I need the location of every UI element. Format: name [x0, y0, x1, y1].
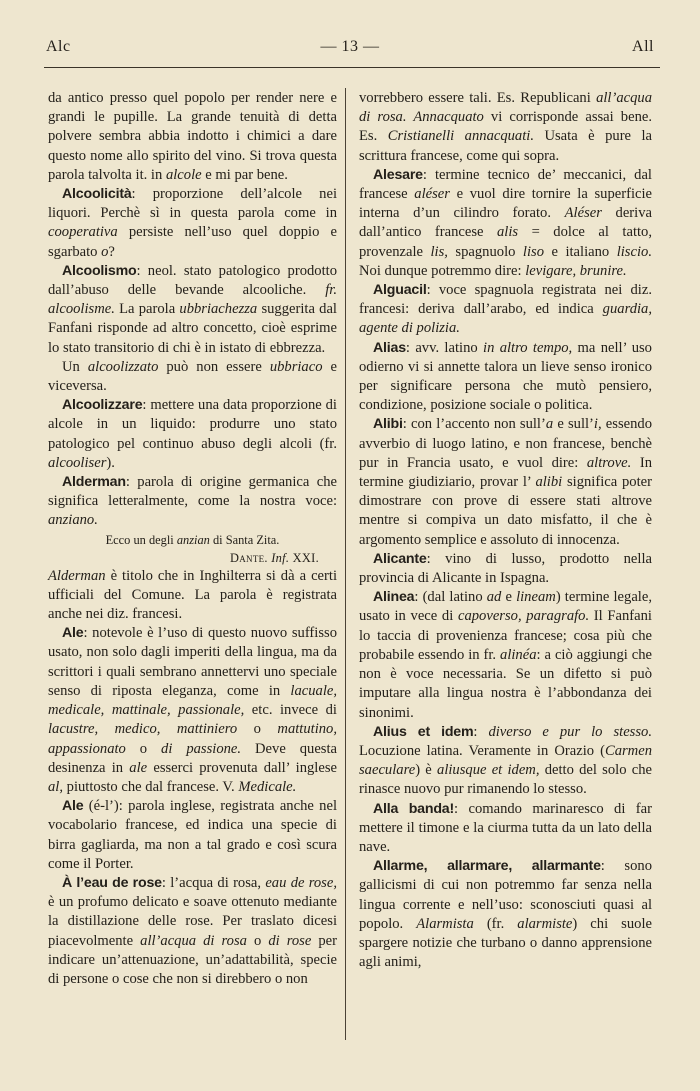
entry-alibi: Alibi: con l’accento non sull’a e sull’i, essendo avverbio di luogo latino, e non francese, benchè pur in Francia usato, e vuol dire: altrove. In termine giudiziario, provar l’ alibi significa poter dimostrare con prove di essere stati altrove mentre si compiva un dato misfatto, il che è argomento semplice e assoluto di innocenza. [359, 416, 652, 548]
entry-eau-de-rose: À l’eau de rose: l’acqua di rosa, eau de rose, è un profumo delicato e soave ottenuto mediante la distillazione delle rose. Per traslato dicesi piacevolmente all’acqua di rosa o di rose per indicare un’attenuazione, un’adattabilità, specie di persone o cose che non si direbbero o non [48, 874, 337, 987]
headword: Alicante [373, 550, 427, 567]
headword: Alla banda! [373, 800, 455, 817]
headword: Ale [62, 798, 84, 815]
entry-allarme: Allarme, allarmare, allarmante: sono gallicismi di cui non potremmo far senza nella lingua corrente e nell’uso: sconosciuti quasi al popolo. Alarmista (fr. alarmiste) chi suole spargere notizie che turbano o danno apprensione agli animi, [359, 858, 652, 971]
headword: Allarme, allarmare, allarmante [373, 858, 601, 875]
left-column [48, 89, 337, 989]
entry-alguacil: Alguacil: voce spagnuola registrata nei diz. francesi: deriva dall’arabo, ed indica guardia, agente di polizia. [359, 282, 652, 337]
entry-alcoolizzare: Alcoolizzare: mettere una data proporzione di alcole in un liquido: produrre uno stato patologico pel continuo abuso degli alcoli (fr. alcooliser). [48, 397, 337, 471]
page-header [46, 38, 654, 62]
header-rule [44, 67, 660, 68]
entry-ale-beer: Ale (é-l’): parola inglese, registrata anche nel vocabolario francese, ed indica una specie di birra gagliarda, ma non a tal grado e così scura come il Porter. [48, 798, 337, 872]
entry-ale: Ale: notevole è l’uso di questo nuovo suffisso usato, non solo dagli imperiti della lingua, ma da scrittori i quali sembrano annettervi uno speciale senso di riposta eleganza, come in lacuale, medicale, mattinale, passionale, etc. invece di lacustre, medico, mattiniero o mattutino, appassionato o di passione. Deve questa desinenza in ale esserci provenuta dall’ inglese al, piuttosto che dal francese. V. Medicale. [48, 625, 338, 795]
entry-continuation: da antico presso quel popolo per render nere e grandi le pupille. La grande tenuità di detta polvere sembra abbia indotto i chimici a dare questo nome allo spirito del vino. Si trova questa parola talvolta it. in alcole e mi par bene. [48, 90, 337, 183]
entry-alesare: Alesare: termine tecnico de’ meccanici, dal francese aléser e vuol dire tornire la superficie interna d’un cilindro forato. Aléser deriva dall’antico francese alis = dolce al tatto, provenzale lis, spagnuolo liso e italiano liscio. Noi dunque potremmo dire: levigare, brunire. [359, 166, 653, 279]
header-last-word: All [632, 38, 654, 55]
headword: Alcoolicità [62, 186, 132, 203]
entry-alcoolismo-note: Un alcoolizzato può non essere ubbriaco e viceversa. [48, 358, 337, 395]
headword: Alesare [373, 166, 423, 183]
entry-alias: Alias: avv. latino in altro tempo, ma nell’ uso odierno vi si annette talora un lieve senso ironico per significare persona che mutò pensiero, condizione, posizione sociale o politica. [359, 339, 652, 414]
headword: Alcoolizzare [62, 397, 143, 414]
page-number: — 13 — [320, 38, 380, 55]
entry-alius-et-idem: Alius et idem: diverso e pur lo stesso. Locuzione latina. Veramente in Orazio (Carmen saeculare) è aliusque et idem, detto del solo che rinasce nuovo pur rimanendo lo stesso. [359, 723, 652, 798]
headword: Alibi [373, 416, 403, 433]
headword: Alias [373, 339, 406, 356]
headword: Ale [62, 625, 84, 642]
entry-alcoolicita: Alcoolicità: proporzione dell’alcole nei liquori. Perchè sì in questa parola come in cooperativa persiste nell’uso quel doppio e sgarbato o? [48, 186, 337, 260]
headword: Alcoolismo [62, 262, 137, 279]
headword: À l’eau de rose [62, 874, 162, 891]
quotation: Ecco un degli anzian di Santa Zita. [105, 532, 280, 547]
headword: Alguacil [373, 282, 427, 299]
headword: Alinea [373, 589, 415, 606]
entry-alinea: Alinea: (dal latino ad e lineam) termine legale, usato in vece di capoverso, paragrafo. Il Fanfani lo taccia di provenienza francese; cosa più che probabile essendo in fr. alinéa: a ciò aggiungi che non è voce necessaria. Se un difetto si può imputare alla lingua nostra è l’abbondanza dei sinonimi. [359, 589, 652, 721]
header-first-word: Alc [46, 38, 71, 55]
entry-continuation: vorrebbero essere tali. Es. Republicani all’acqua di rosa. Annacquato vi corrisponde assai bene. Es. Cristianelli annacquati. Usata è pure la scrittura francese, come qui sopra. [359, 90, 653, 164]
headword: Alderman [62, 474, 126, 491]
quotation-source: Dante. Inf. XXI. [229, 550, 319, 565]
entry-alderman: Alderman: parola di origine germanica che significa letteralmente, come la nostra voce: anziano. [48, 474, 337, 529]
entry-alla-banda: Alla banda!: comando marinaresco di far mettere il timone e la ciurma tutta da un lato della nave. [359, 800, 652, 855]
entry-alcoolismo: Alcoolismo: neol. stato patologico prodotto dall’abuso delle bevande alcooliche. fr. alcoolisme. La parola ubbriachezza suggerita dal Fanfani risponde ad altro concetto, cioè esprime lo stato transitorio di chi è in istato di ebbrezza. [48, 262, 337, 356]
column-divider [345, 88, 346, 1040]
headword: Alius et idem [373, 723, 474, 740]
entry-alderman-note: Alderman è titolo che in Inghilterra si dà a certi ufficiali del Comune. La parola è registrata anche nei diz. francesi. [48, 567, 337, 623]
entry-alicante: Alicante: vino di lusso, prodotto nella provincia di Alicante in Ispagna. [359, 550, 652, 587]
right-column [359, 89, 652, 972]
